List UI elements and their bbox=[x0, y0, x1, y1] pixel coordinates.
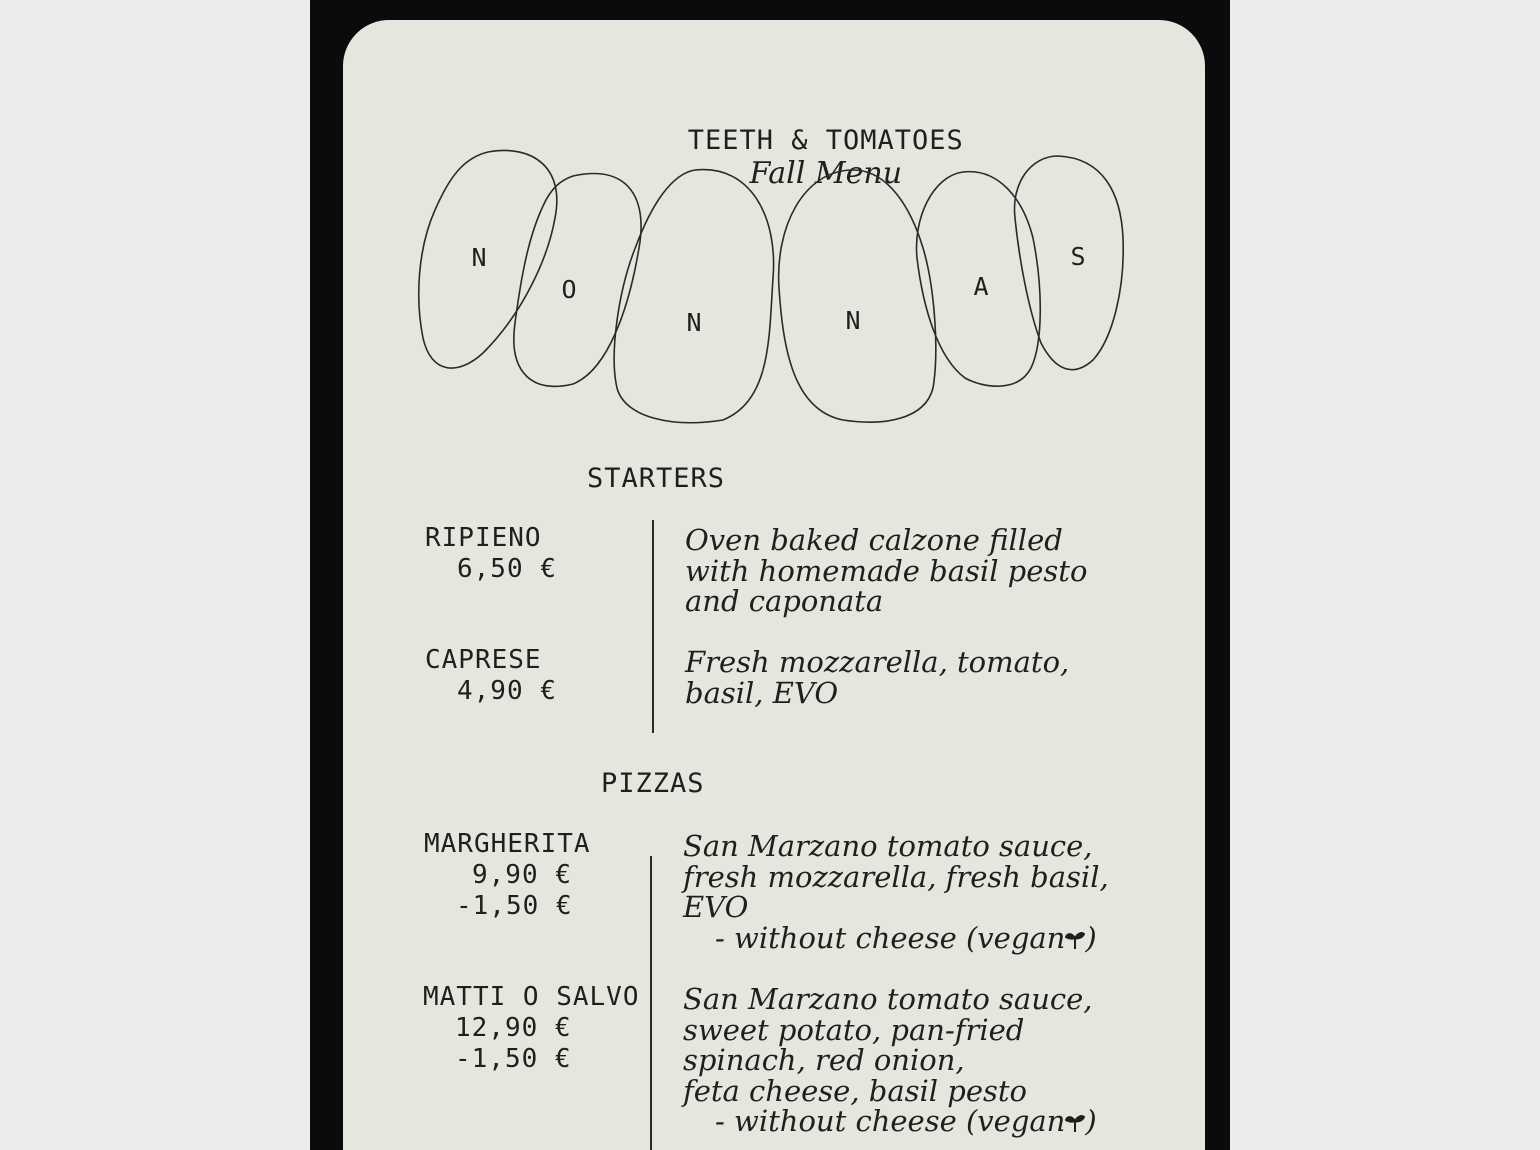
vegan-note-close: ) bbox=[1085, 1104, 1097, 1138]
desc-line: sweet potato, pan-fried bbox=[683, 1012, 1025, 1047]
starters-divider bbox=[652, 520, 654, 733]
section-title-starters: STARTERS bbox=[587, 463, 726, 494]
tooth-shape-1 bbox=[419, 150, 557, 368]
item-name-caprese: CAPRESE bbox=[425, 645, 542, 675]
logo-letter-o: O bbox=[561, 275, 577, 304]
tooth-shape-2 bbox=[514, 174, 641, 387]
desc-line: spinach, red onion, bbox=[683, 1043, 965, 1077]
desc-line: EVO bbox=[683, 890, 749, 924]
item-price-matti-o-salvo: 12,90 € bbox=[455, 1013, 572, 1043]
item-price-ripieno: 6,50 € bbox=[457, 554, 557, 584]
desc-line: Oven baked calzone filled bbox=[685, 523, 1063, 557]
tooth-shape-6 bbox=[1014, 156, 1123, 370]
menu-title: Fall Menu bbox=[749, 156, 903, 191]
item-desc-caprese bbox=[685, 647, 1069, 708]
vegan-note-close: ) bbox=[1085, 920, 1097, 955]
logo-letter-s: S bbox=[1070, 242, 1086, 271]
item-name-margherita: MARGHERITA bbox=[424, 829, 591, 859]
item-desc-margherita bbox=[683, 831, 1109, 953]
item-price-margherita: 9,90 € bbox=[472, 860, 572, 890]
sprout-icon bbox=[1065, 1111, 1085, 1133]
logo-letter-n1: N bbox=[471, 243, 487, 272]
desc-line: with homemade basil pesto bbox=[685, 553, 1088, 588]
item-discount-matti-o-salvo: -1,50 € bbox=[455, 1044, 572, 1074]
pizzas-divider bbox=[650, 856, 652, 1150]
section-title-pizzas: PIZZAS bbox=[601, 768, 705, 799]
sprout-icon bbox=[1065, 928, 1085, 950]
item-discount-margherita: -1,50 € bbox=[456, 891, 573, 921]
teeth-logo bbox=[343, 138, 1205, 438]
vegan-note bbox=[683, 920, 1109, 955]
desc-line: San Marzano tomato sauce, bbox=[683, 982, 1093, 1016]
vegan-note-text: - without cheese (vegan bbox=[715, 1104, 1066, 1138]
desc-line: feta cheese, basil pesto bbox=[683, 1073, 1028, 1108]
desc-line: Fresh mozzarella, tomato, bbox=[685, 645, 1070, 679]
logo-letter-a: A bbox=[973, 272, 989, 301]
brand-name: TEETH & TOMATOES bbox=[687, 125, 964, 156]
item-name-ripieno: RIPIENO bbox=[425, 523, 542, 553]
desc-line: basil, EVO bbox=[685, 675, 839, 710]
logo-letter-n2: N bbox=[686, 308, 702, 337]
menu-card bbox=[343, 20, 1205, 1150]
desc-line: and caponata bbox=[685, 584, 884, 618]
tooth-shape-3 bbox=[614, 170, 773, 423]
desc-line: fresh mozzarella, fresh basil, bbox=[683, 859, 1109, 894]
desc-line: San Marzano tomato sauce, bbox=[683, 829, 1093, 863]
tooth-shape-4 bbox=[779, 170, 936, 422]
logo-letter-n3: N bbox=[845, 306, 861, 335]
vegan-note-text: - without cheese (vegan bbox=[715, 920, 1066, 955]
item-price-caprese: 4,90 € bbox=[457, 676, 557, 706]
item-desc-ripieno bbox=[685, 525, 1087, 617]
menu-photo-frame bbox=[310, 0, 1230, 1150]
item-name-matti-o-salvo: MATTI O SALVO bbox=[423, 982, 640, 1012]
vegan-note bbox=[683, 1106, 1097, 1137]
item-desc-matti-o-salvo bbox=[683, 984, 1097, 1137]
